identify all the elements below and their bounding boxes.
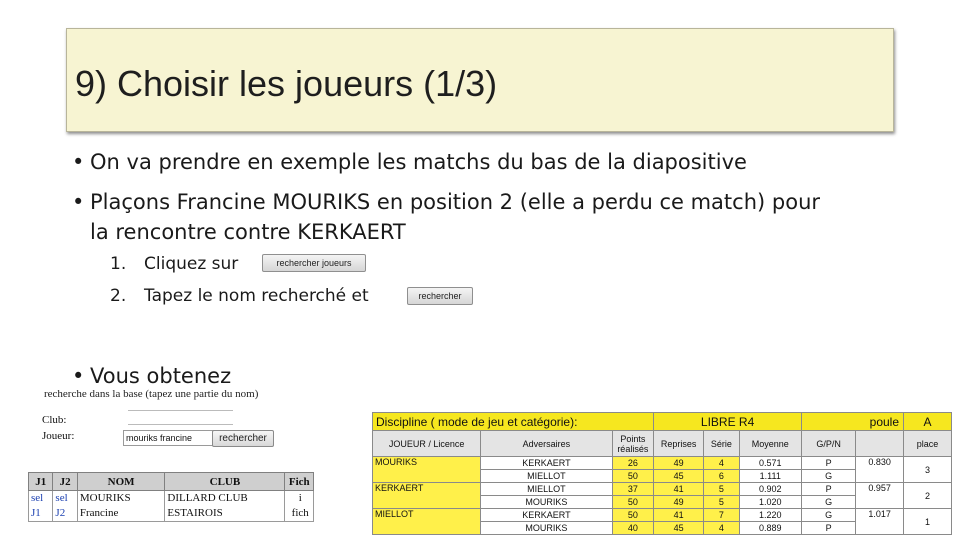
col-j2: J2 — [53, 473, 77, 491]
player-name: MOURIKS — [373, 457, 481, 483]
step-1-number: 1. — [110, 254, 127, 274]
col-joueur: JOUEUR / Licence — [373, 431, 481, 457]
joueur-input[interactable]: mouriks francine — [123, 430, 235, 446]
moyenne: 0.902 — [739, 483, 801, 496]
opponent: MOURIKS — [481, 522, 612, 535]
player-average: 1.017 — [856, 509, 904, 535]
player-name: KERKAERT — [373, 483, 481, 509]
col-blank — [856, 431, 904, 457]
gpn: G — [802, 470, 856, 483]
player-average: 0.957 — [856, 483, 904, 509]
gpn: P — [802, 522, 856, 535]
bullet-dot: • — [72, 150, 85, 174]
step-1-text: Cliquez sur — [144, 254, 239, 274]
bullet-1-text: On va prendre en exemple les matchs du bas de la diapositive — [90, 150, 747, 174]
points: 37 — [612, 483, 654, 496]
search-caption: recherche dans la base (tapez une partie du nom) — [44, 388, 259, 400]
col-gpn: G/P/N — [802, 431, 856, 457]
points: 40 — [612, 522, 654, 535]
col-reprises: Reprises — [654, 431, 704, 457]
opponent: KERKAERT — [481, 509, 612, 522]
col-moyenne: Moyenne — [739, 431, 801, 457]
bullet-1 — [72, 146, 747, 178]
gpn: G — [802, 509, 856, 522]
points: 50 — [612, 470, 654, 483]
player-place: 3 — [904, 457, 952, 483]
fiche-link[interactable]: i fich — [285, 491, 314, 522]
moyenne: 1.020 — [739, 496, 801, 509]
discipline-columns-row — [373, 431, 952, 457]
moyenne: 1.220 — [739, 509, 801, 522]
serie: 5 — [704, 483, 739, 496]
col-fich: Fich — [285, 473, 314, 491]
moyenne: 0.571 — [739, 457, 801, 470]
col-place: place — [904, 431, 952, 457]
opponent: MIELLOT — [481, 483, 612, 496]
table-row — [29, 491, 314, 522]
results-header-row — [29, 473, 314, 491]
serie: 4 — [704, 522, 739, 535]
bullet-2 — [72, 186, 820, 218]
bullet-dot: • — [72, 364, 85, 388]
slide-title-box — [66, 28, 894, 132]
discipline-table — [372, 412, 952, 535]
points: 26 — [612, 457, 654, 470]
reprises: 41 — [654, 483, 704, 496]
points: 50 — [612, 496, 654, 509]
reprises: 45 — [654, 522, 704, 535]
step-1 — [110, 254, 238, 274]
select-j1-link[interactable]: sel J1 — [29, 491, 53, 522]
points: 50 — [612, 509, 654, 522]
table-row — [373, 457, 952, 470]
discipline-mode: LIBRE R4 — [654, 413, 802, 431]
table-row — [373, 483, 952, 496]
results-table — [28, 472, 314, 522]
col-points: Points réalisés — [612, 431, 654, 457]
moyenne: 0.889 — [739, 522, 801, 535]
moyenne: 1.111 — [739, 470, 801, 483]
poule-value: A — [904, 413, 952, 431]
col-j1: J1 — [29, 473, 53, 491]
reprises: 49 — [654, 496, 704, 509]
bullet-2-continued: la rencontre contre KERKAERT — [90, 220, 406, 244]
bullet-2-text: Plaçons Francine MOURIKS en position 2 (elle a perdu ce match) pour — [90, 190, 821, 214]
player-place: 2 — [904, 483, 952, 509]
col-club: CLUB — [165, 473, 285, 491]
reprises: 49 — [654, 457, 704, 470]
opponent: KERKAERT — [481, 457, 612, 470]
player-name: MIELLOT — [373, 509, 481, 535]
step-2 — [110, 286, 369, 306]
table-row — [373, 509, 952, 522]
rechercher-button[interactable]: rechercher — [212, 430, 274, 447]
bullet-3-text: Vous obtenez — [90, 364, 232, 388]
serie: 6 — [704, 470, 739, 483]
player-place: 1 — [904, 509, 952, 535]
step-2-text: Tapez le nom recherché et — [144, 286, 369, 306]
club-label: Club: — [42, 414, 67, 426]
discipline-label: Discipline ( mode de jeu et catégorie): — [373, 413, 654, 431]
opponent: MOURIKS — [481, 496, 612, 509]
col-serie: Série — [704, 431, 739, 457]
player-name-cell: MOURIKS Francine — [77, 491, 165, 522]
discipline-header-row — [373, 413, 952, 431]
reprises: 41 — [654, 509, 704, 522]
rechercher-joueurs-button-image: rechercher joueurs — [262, 254, 366, 272]
gpn: G — [802, 496, 856, 509]
rechercher-button-image: rechercher — [407, 287, 473, 305]
gpn: P — [802, 483, 856, 496]
club-field[interactable] — [128, 424, 233, 425]
joueur-label: Joueur: — [42, 430, 75, 442]
player-average: 0.830 — [856, 457, 904, 483]
slide-title: 9) Choisir les joueurs (1/3) — [75, 63, 498, 104]
player-club-cell: DILLARD CLUB ESTAIROIS — [165, 491, 285, 522]
poule-label: poule — [802, 413, 904, 431]
serie: 4 — [704, 457, 739, 470]
reprises: 45 — [654, 470, 704, 483]
step-2-number: 2. — [110, 286, 127, 306]
gpn: P — [802, 457, 856, 470]
bullet-dot: • — [72, 190, 85, 214]
select-j2-link[interactable]: sel J2 — [53, 491, 77, 522]
opponent: MIELLOT — [481, 470, 612, 483]
col-adversaires: Adversaires — [481, 431, 612, 457]
serie: 7 — [704, 509, 739, 522]
club-field-line — [128, 410, 233, 411]
col-nom: NOM — [77, 473, 165, 491]
serie: 5 — [704, 496, 739, 509]
